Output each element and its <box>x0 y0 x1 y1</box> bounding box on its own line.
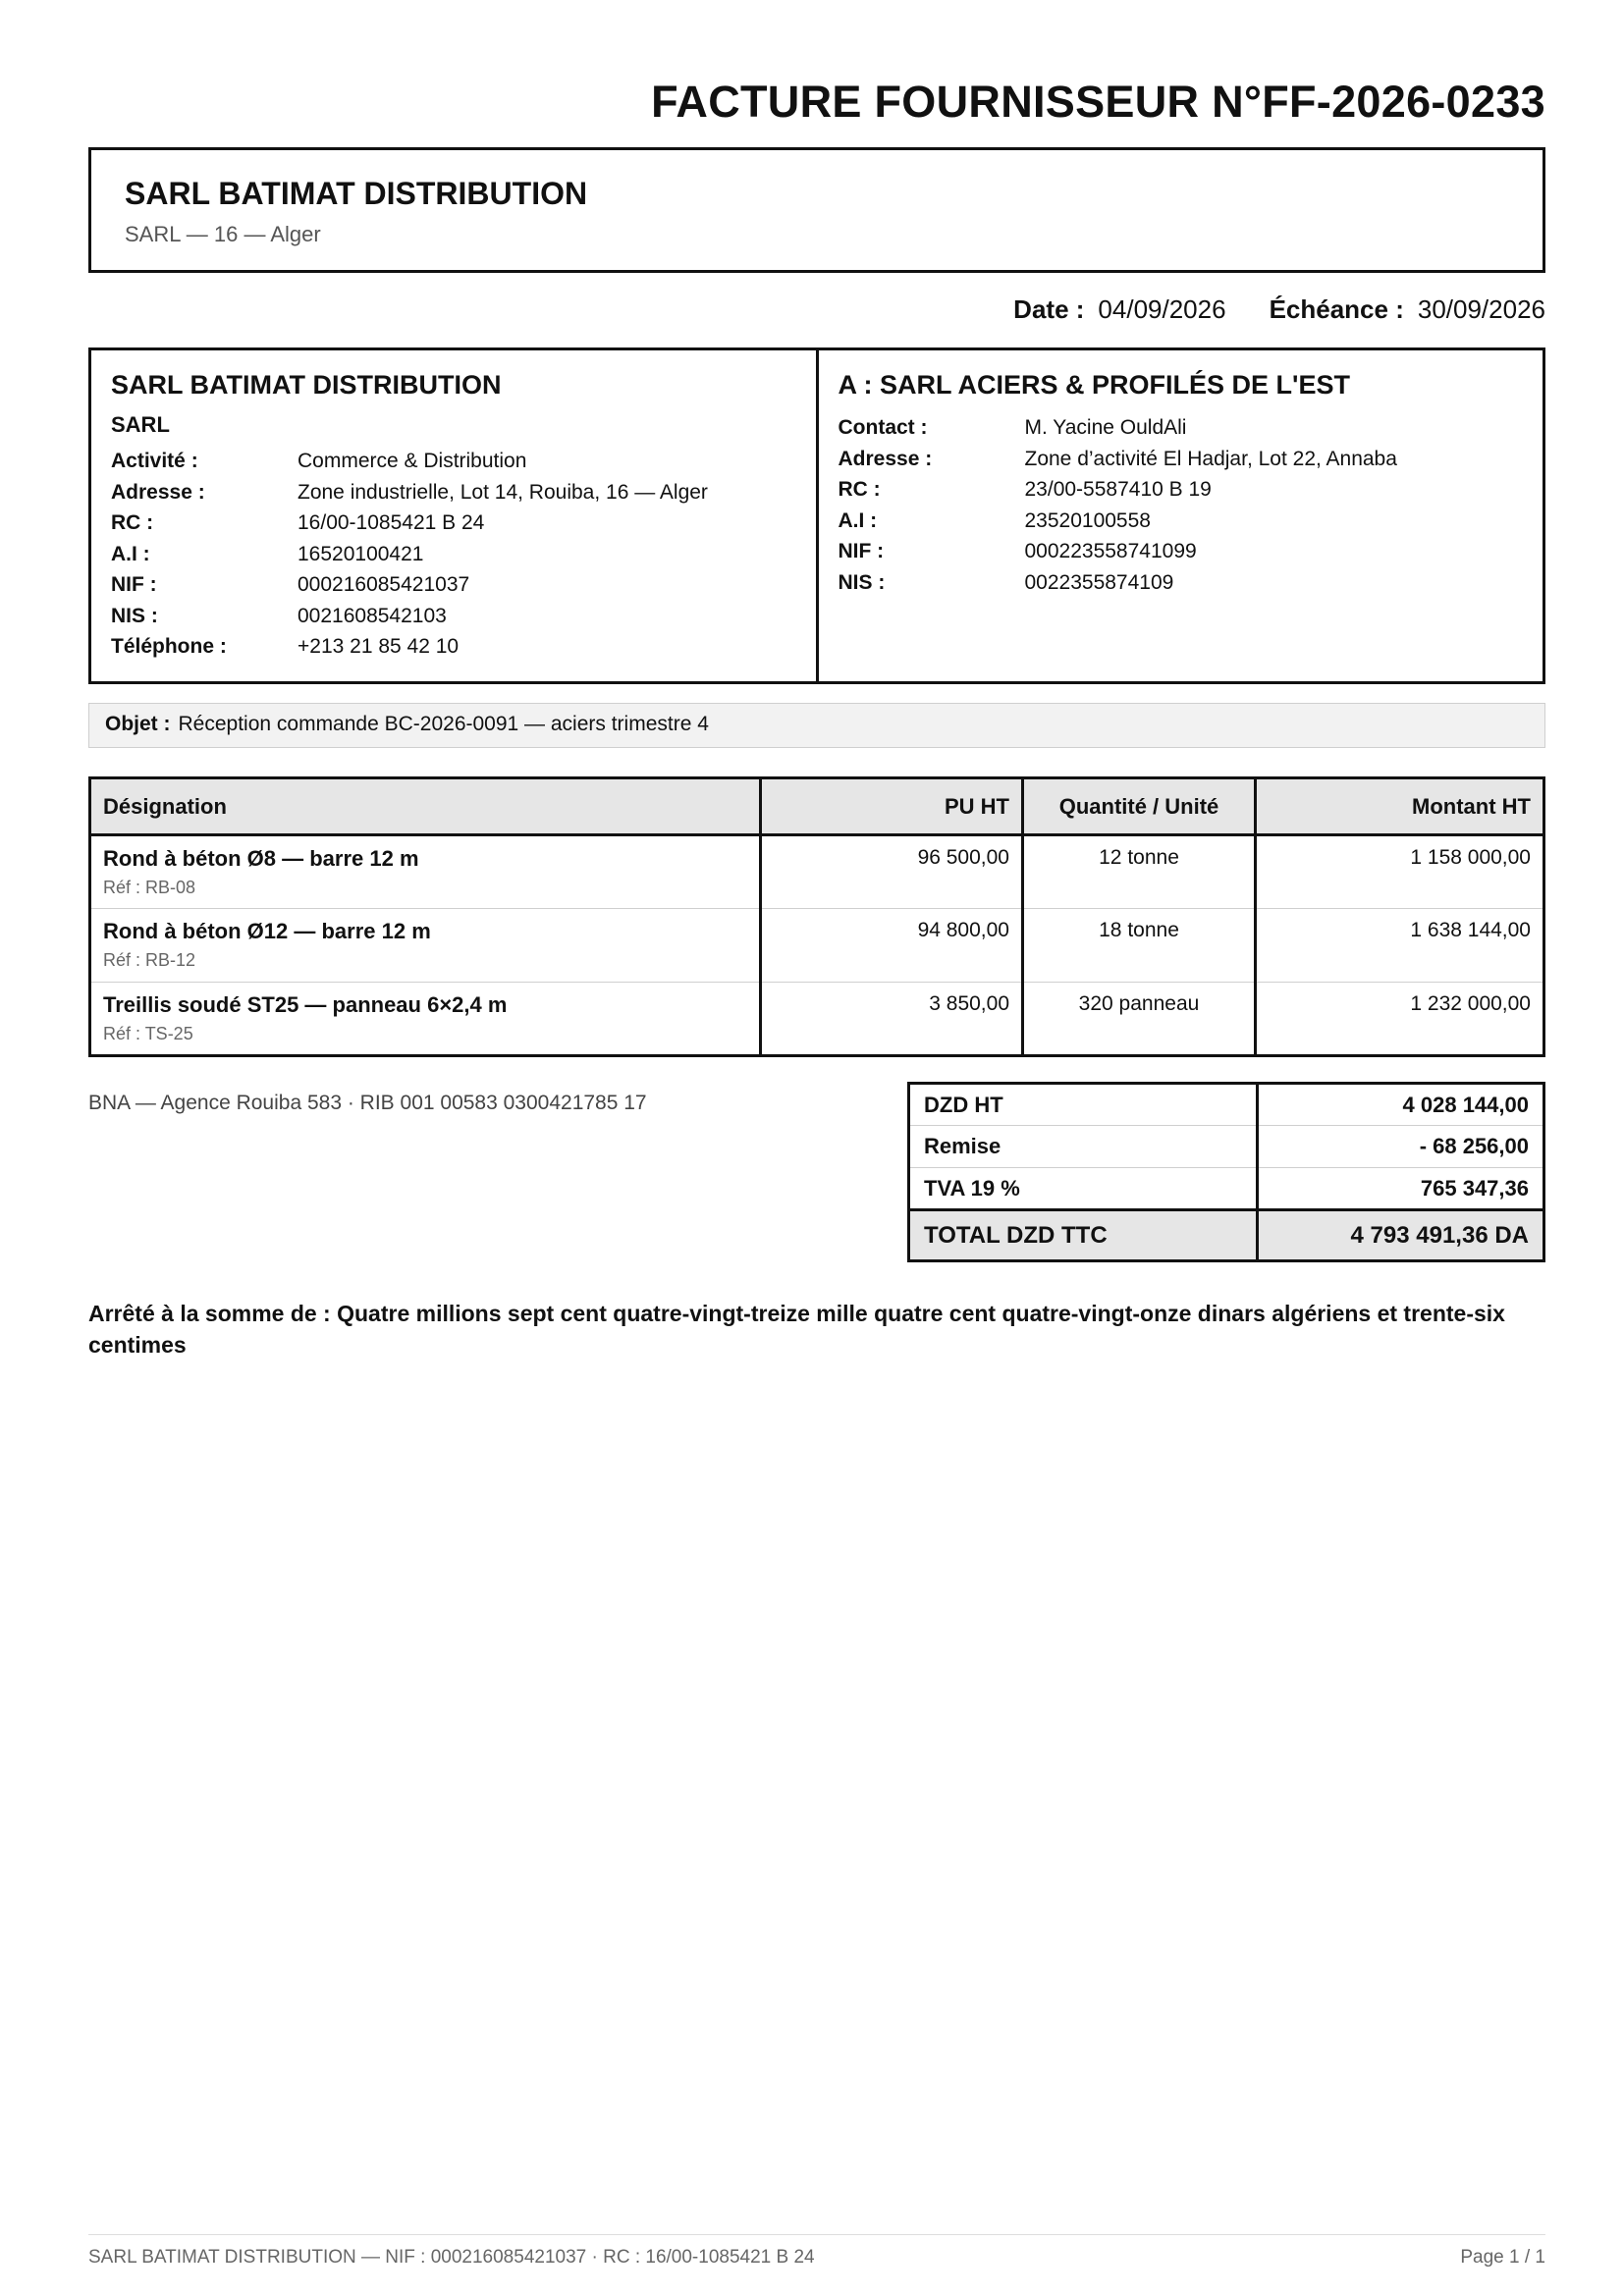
field-label: A.I : <box>111 542 150 565</box>
field-value: Zone d’activité El Hadjar, Lot 22, Annaba <box>1024 447 1397 470</box>
field-label: Adresse : <box>838 447 933 470</box>
supplier-field <box>111 539 796 570</box>
due-date <box>1270 294 1545 325</box>
supplier-block <box>91 350 816 681</box>
client-field <box>839 536 1524 567</box>
item-amount: 1 232 000,00 <box>1256 983 1544 1056</box>
table-row <box>90 835 1544 909</box>
field-value: M. Yacine OuldAli <box>1024 416 1187 439</box>
footer-company-info: SARL BATIMAT DISTRIBUTION — NIF : 000216085421037 · RC : 16/00-1085421 B 24 <box>88 2247 815 2268</box>
field-value: Commerce & Distribution <box>298 450 527 472</box>
field-label: Contact : <box>838 416 928 439</box>
supplier-field <box>111 477 796 508</box>
field-value: 23/00-5587410 B 19 <box>1024 478 1212 501</box>
field-value: 16520100421 <box>298 542 424 565</box>
field-label: A.I : <box>838 508 878 532</box>
totals-value: 4 028 144,00 <box>1402 1092 1529 1117</box>
company-name: SARL BATIMAT DISTRIBUTION <box>125 176 588 211</box>
item-ref: Réf : TS-25 <box>103 1024 193 1043</box>
bank-details: BNA — Agence Rouiba 583 · RIB 001 00583 0300421785 17 <box>88 1092 647 1114</box>
field-value: 000223558741099 <box>1024 540 1197 562</box>
item-pu: 94 800,00 <box>761 909 1023 983</box>
totals-row-tva <box>909 1168 1544 1210</box>
totals-row-grand-total <box>909 1210 1544 1261</box>
supplier-name: SARL BATIMAT DISTRIBUTION <box>111 370 502 400</box>
supplier-field <box>111 507 796 539</box>
field-label: Téléphone : <box>111 635 227 658</box>
item-pu: 96 500,00 <box>761 835 1023 909</box>
supplier-field <box>111 446 796 477</box>
item-pu: 3 850,00 <box>761 983 1023 1056</box>
page-footer <box>88 2234 1545 2269</box>
company-header <box>88 147 1545 273</box>
header-quantity: Quantité / Unité <box>1023 778 1256 835</box>
client-field <box>839 567 1524 599</box>
field-value: 000216085421037 <box>298 573 470 596</box>
totals-label: DZD HT <box>909 1084 1258 1126</box>
client-field <box>839 474 1524 506</box>
field-label: Adresse : <box>111 480 205 504</box>
totals-row-ht <box>909 1084 1544 1126</box>
objet-text: Réception commande BC-2026-0091 — aciers trimestre 4 <box>178 713 709 735</box>
field-label: RC : <box>838 478 881 501</box>
item-qty: 320 panneau <box>1023 983 1256 1056</box>
header-amount: Montant HT <box>1256 778 1544 835</box>
field-value: 23520100558 <box>1024 508 1151 532</box>
item-designation <box>90 983 761 1056</box>
items-header-row <box>90 778 1544 835</box>
grand-total-value: 4 793 491,36 DA <box>1258 1210 1544 1261</box>
invoice-date <box>1013 294 1225 325</box>
totals-value: 765 347,36 <box>1258 1168 1544 1210</box>
invoice-title: FACTURE FOURNISSEUR N°FF-2026-0233 <box>651 77 1545 127</box>
amount-in-words: Arrêté à la somme de : Quatre millions sept cent quatre-vingt-treize mille quatre cent quatre-vingt-onze dinars algériens et trente-six centimes <box>88 1301 1505 1358</box>
field-value: 0022355874109 <box>1024 570 1174 594</box>
field-value: 16/00-1085421 B 24 <box>298 511 485 534</box>
parties-block <box>88 347 1545 684</box>
client-field <box>839 444 1524 475</box>
company-subtitle: SARL — 16 — Alger <box>125 222 321 246</box>
field-value: 0021608542103 <box>298 604 447 627</box>
header-pu-ht: PU HT <box>761 778 1023 835</box>
item-ref: Réf : RB-12 <box>103 950 196 970</box>
due-date-label: Échéance : <box>1269 294 1404 324</box>
invoice-dates <box>1013 294 1545 325</box>
grand-total-label: TOTAL DZD TTC <box>909 1210 1258 1261</box>
page-number: Page 1 / 1 <box>1460 2247 1545 2268</box>
client-block <box>816 350 1543 681</box>
item-name: Rond à béton Ø12 — barre 12 m <box>103 919 431 943</box>
client-field <box>839 506 1524 537</box>
totals-value: - 68 256,00 <box>1258 1126 1544 1168</box>
items-table <box>88 776 1545 1057</box>
item-designation <box>90 909 761 983</box>
field-label: NIF : <box>111 573 157 596</box>
totals-label: Remise <box>909 1126 1258 1168</box>
item-name: Treillis soudé ST25 — panneau 6×2,4 m <box>103 992 508 1017</box>
totals-label: TVA 19 % <box>909 1168 1258 1210</box>
supplier-field <box>111 601 796 632</box>
item-qty: 18 tonne <box>1023 909 1256 983</box>
supplier-field <box>111 631 796 663</box>
objet-label: Objet : <box>105 713 171 735</box>
table-row <box>90 983 1544 1056</box>
field-label: NIS : <box>838 570 886 594</box>
field-label: RC : <box>111 511 154 534</box>
field-label: NIS : <box>111 604 158 627</box>
totals-table <box>907 1082 1545 1262</box>
field-value: +213 21 85 42 10 <box>298 635 460 658</box>
item-qty: 12 tonne <box>1023 835 1256 909</box>
client-field <box>839 412 1524 444</box>
invoice-date-label: Date : <box>1013 294 1085 324</box>
field-value: Zone industrielle, Lot 14, Rouiba, 16 — Alger <box>298 480 708 504</box>
item-amount: 1 158 000,00 <box>1256 835 1544 909</box>
header-designation: Désignation <box>90 778 761 835</box>
client-fields <box>839 412 1524 598</box>
invoice-date-value: 04/09/2026 <box>1098 294 1226 324</box>
item-designation <box>90 835 761 909</box>
item-name: Rond à béton Ø8 — barre 12 m <box>103 846 419 871</box>
table-row <box>90 909 1544 983</box>
item-ref: Réf : RB-08 <box>103 878 196 897</box>
objet-bar <box>88 703 1545 748</box>
field-label: NIF : <box>838 540 885 562</box>
due-date-value: 30/09/2026 <box>1417 294 1545 324</box>
supplier-fields <box>111 446 796 663</box>
supplier-legal-form: SARL <box>111 412 170 437</box>
totals-row-remise <box>909 1126 1544 1168</box>
supplier-field <box>111 569 796 601</box>
item-amount: 1 638 144,00 <box>1256 909 1544 983</box>
field-label: Activité : <box>111 450 198 472</box>
client-name: A : SARL ACIERS & PROFILÉS DE L'EST <box>838 370 1350 400</box>
